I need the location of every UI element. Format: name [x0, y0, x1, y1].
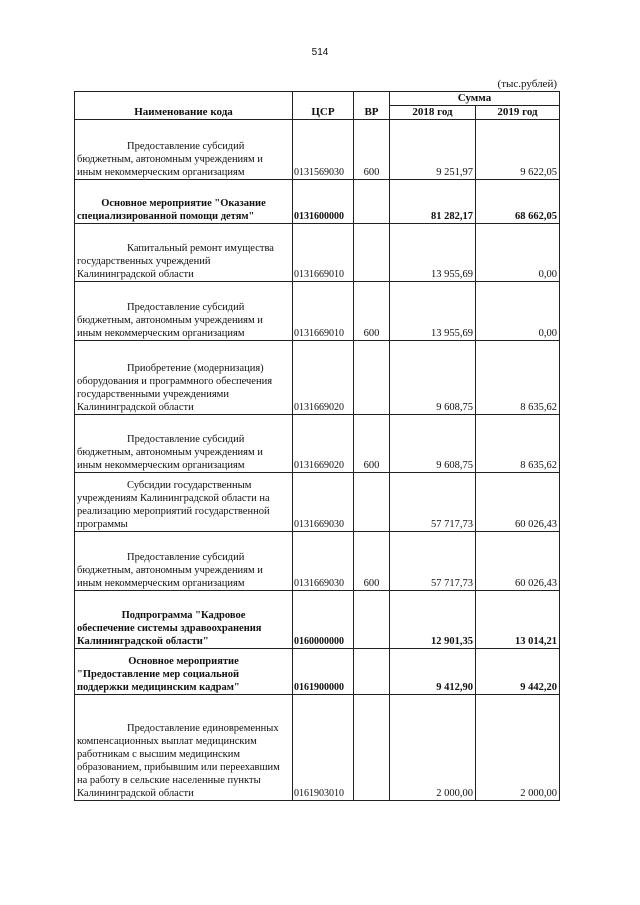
row-2018: 9 412,90 — [390, 649, 476, 695]
row-2018: 13 955,69 — [390, 224, 476, 282]
table-row — [75, 532, 560, 591]
units-note: (тыс.рублей) — [497, 78, 557, 90]
table-row — [75, 282, 560, 341]
row-2018: 9 251,97 — [390, 120, 476, 180]
table-row — [75, 591, 560, 649]
row-2018: 81 282,17 — [390, 180, 476, 224]
row-csr: 0131669030 — [293, 532, 354, 591]
table-row — [75, 695, 560, 801]
page-number: 514 — [311, 47, 329, 58]
row-name: Предоставление субсидий бюджетным, автономным учреждениям и иным некоммерческим организациям — [75, 415, 293, 473]
header-name: Наименование кода — [75, 92, 293, 120]
row-csr: 0131669010 — [293, 224, 354, 282]
row-vr — [354, 180, 390, 224]
row-name: Предоставление субсидий бюджетным, автономным учреждениям и иным некоммерческим организациям — [75, 120, 293, 180]
row-name: Капитальный ремонт имущества государственных учреждений Калининградской области — [75, 224, 293, 282]
header-2019: 2019 год — [476, 106, 560, 120]
row-2019: 8 635,62 — [476, 341, 560, 415]
table-row — [75, 120, 560, 180]
row-vr — [354, 473, 390, 532]
row-vr: 600 — [354, 415, 390, 473]
row-csr: 0131600000 — [293, 180, 354, 224]
row-2019: 60 026,43 — [476, 473, 560, 532]
row-name: Приобретение (модернизация) оборудования и программного обеспечения государственными учреждениями Калининградской области — [75, 341, 293, 415]
row-2019: 13 014,21 — [476, 591, 560, 649]
row-2019: 60 026,43 — [476, 532, 560, 591]
header-vr: ВР — [354, 92, 390, 120]
row-2018: 9 608,75 — [390, 341, 476, 415]
row-name: Основное мероприятие "Оказание специализированной помощи детям" — [75, 180, 293, 224]
table-row — [75, 649, 560, 695]
row-vr — [354, 341, 390, 415]
row-csr: 0131669010 — [293, 282, 354, 341]
row-2018: 57 717,73 — [390, 532, 476, 591]
header-2018: 2018 год — [390, 106, 476, 120]
row-2019: 0,00 — [476, 224, 560, 282]
table-row — [75, 180, 560, 224]
row-2019: 0,00 — [476, 282, 560, 341]
row-vr: 600 — [354, 282, 390, 341]
row-name: Основное мероприятие "Предоставление мер социальной поддержки медицинским кадрам" — [75, 649, 293, 695]
row-2018: 9 608,75 — [390, 415, 476, 473]
row-name: Предоставление субсидий бюджетным, автономным учреждениям и иным некоммерческим организациям — [75, 532, 293, 591]
row-name: Субсидии государственным учреждениям Калининградской области на реализацию мероприятий государственной программы — [75, 473, 293, 532]
row-csr: 0131669020 — [293, 341, 354, 415]
row-2018: 2 000,00 — [390, 695, 476, 801]
table-row — [75, 473, 560, 532]
row-vr: 600 — [354, 532, 390, 591]
row-2018: 13 955,69 — [390, 282, 476, 341]
row-vr — [354, 695, 390, 801]
row-2018: 57 717,73 — [390, 473, 476, 532]
row-2019: 2 000,00 — [476, 695, 560, 801]
row-2019: 68 662,05 — [476, 180, 560, 224]
row-name: Предоставление единовременных компенсационных выплат медицинским работникам с высшим медицинским образованием, прибывшим или переехавшим на работу в сельские населенные пункты Калининградской области — [75, 695, 293, 801]
row-csr: 0160000000 — [293, 591, 354, 649]
row-vr — [354, 591, 390, 649]
table-row — [75, 415, 560, 473]
budget-table — [74, 91, 560, 801]
header-sum: Сумма — [390, 92, 560, 106]
row-vr: 600 — [354, 120, 390, 180]
row-name: Подпрограмма "Кадровое обеспечение системы здравоохранения Калининградской области" — [75, 591, 293, 649]
row-csr: 0161903010 — [293, 695, 354, 801]
row-vr — [354, 224, 390, 282]
row-csr: 0161900000 — [293, 649, 354, 695]
row-csr: 0131569030 — [293, 120, 354, 180]
row-2019: 9 622,05 — [476, 120, 560, 180]
row-csr: 0131669030 — [293, 473, 354, 532]
header-csr: ЦСР — [293, 92, 354, 120]
row-name: Предоставление субсидий бюджетным, автономным учреждениям и иным некоммерческим организациям — [75, 282, 293, 341]
row-vr — [354, 649, 390, 695]
row-2019: 8 635,62 — [476, 415, 560, 473]
row-2019: 9 442,20 — [476, 649, 560, 695]
table-row — [75, 224, 560, 282]
row-2018: 12 901,35 — [390, 591, 476, 649]
row-csr: 0131669020 — [293, 415, 354, 473]
table-row — [75, 341, 560, 415]
